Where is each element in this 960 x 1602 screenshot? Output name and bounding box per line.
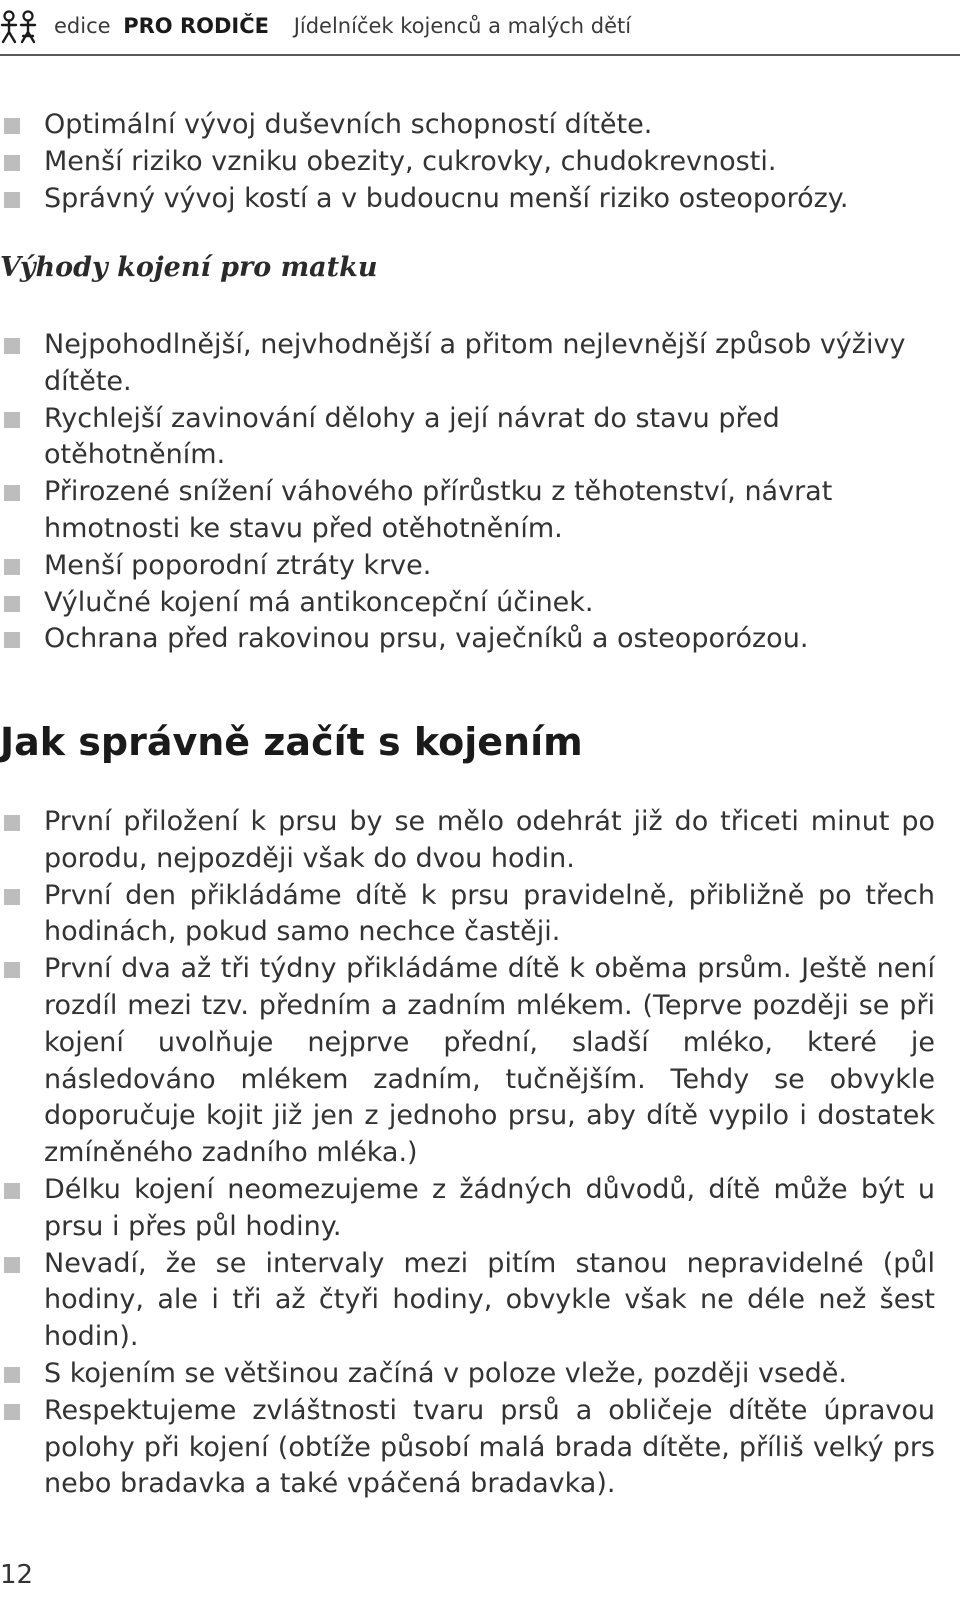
list-item: Respektujeme zvláštnosti tvaru prsů a obličeje dítěte úpravou polohy při kojení (obtíže působí malá brada dítěte, příliš velký prs nebo bradavka a také vpáčená bradavka). [0,1393,935,1503]
list-item: Přirozené snížení váhového přírůstku z těhotenství, návrat hmotnosti ke stavu před otěhotněním. [0,474,935,548]
header-brand: PRO RODIČE [123,14,269,38]
square-bullet-icon [4,1404,20,1420]
header-book-title: Jídelníček kojenců a malých dětí [293,14,632,38]
square-bullet-icon [4,1367,20,1383]
list-item: Správný vývoj kostí a v budoucnu menší riziko osteoporózy. [0,181,935,218]
square-bullet-icon [4,559,20,575]
list-item: S kojením se většinou začíná v poloze vleže, později vsedě. [0,1356,935,1393]
list-item: Rychlejší zavinování dělohy a její návrat do stavu před otěhotněním. [0,401,935,475]
header-divider [0,54,960,56]
header-text [54,14,631,38]
square-bullet-icon [4,485,20,501]
list-item: Ochrana před rakovinou prsu, vaječníků a osteoporózou. [0,621,935,658]
list-item: Výlučné kojení má antikoncepční účinek. [0,585,935,622]
list-item: Nevadí, že se intervaly mezi pitím stanou nepravidelné (půl hodiny, ale i tři až čtyři hodiny, obvykle však ne déle než šest hodin). [0,1246,935,1356]
page-number: 12 [0,1560,34,1590]
section-heading-mother-benefits: Výhody kojení pro matku [0,252,378,283]
list-item: První dva až tři týdny přikládáme dítě k oběma prsům. Ještě není rozdíl mezi tzv. předním a zadním mlékem. (Teprve později se při kojení uvolňuje nejprve přední, sladší mléko, které je následováno mlékem zadním, tučnějším. Tehdy se obvykle doporučuje kojit již jen z jednoho prsu, aby dítě vypilo i dostatek zmíněného zadního mléka.) [0,951,935,1172]
square-bullet-icon [4,596,20,612]
square-bullet-icon [4,155,20,171]
header-series: edice [54,14,111,38]
square-bullet-icon [4,118,20,134]
square-bullet-icon [4,815,20,831]
children-figures-icon [0,10,40,44]
square-bullet-icon [4,962,20,978]
list-item: První den přikládáme dítě k prsu pravidelně, přibližně po třech hodinách, pokud samo nechce častěji. [0,878,935,952]
square-bullet-icon [4,889,20,905]
list-item: Délku kojení neomezujeme z žádných důvodů, dítě může být u prsu i přes půl hodiny. [0,1172,935,1246]
list-mother-benefits [0,327,935,658]
square-bullet-icon [4,632,20,648]
square-bullet-icon [4,412,20,428]
section-heading-how-to-start: Jak správně začít s kojením [0,720,583,764]
list-item: Nejpohodlnější, nejvhodnější a přitom nejlevnější způsob výživy dítěte. [0,327,935,401]
square-bullet-icon [4,1257,20,1273]
square-bullet-icon [4,1183,20,1199]
list-item: První přiložení k prsu by se mělo odehrát již do třiceti minut po porodu, nejpozději však do dvou hodin. [0,804,935,878]
list-how-to-start [0,804,935,1503]
page-header [0,8,960,48]
list-item: Menší riziko vzniku obezity, cukrovky, chudokrevnosti. [0,144,935,181]
square-bullet-icon [4,338,20,354]
square-bullet-icon [4,192,20,208]
list-child-benefits [0,107,935,217]
list-item: Menší poporodní ztráty krve. [0,548,935,585]
list-item: Optimální vývoj duševních schopností dítěte. [0,107,935,144]
